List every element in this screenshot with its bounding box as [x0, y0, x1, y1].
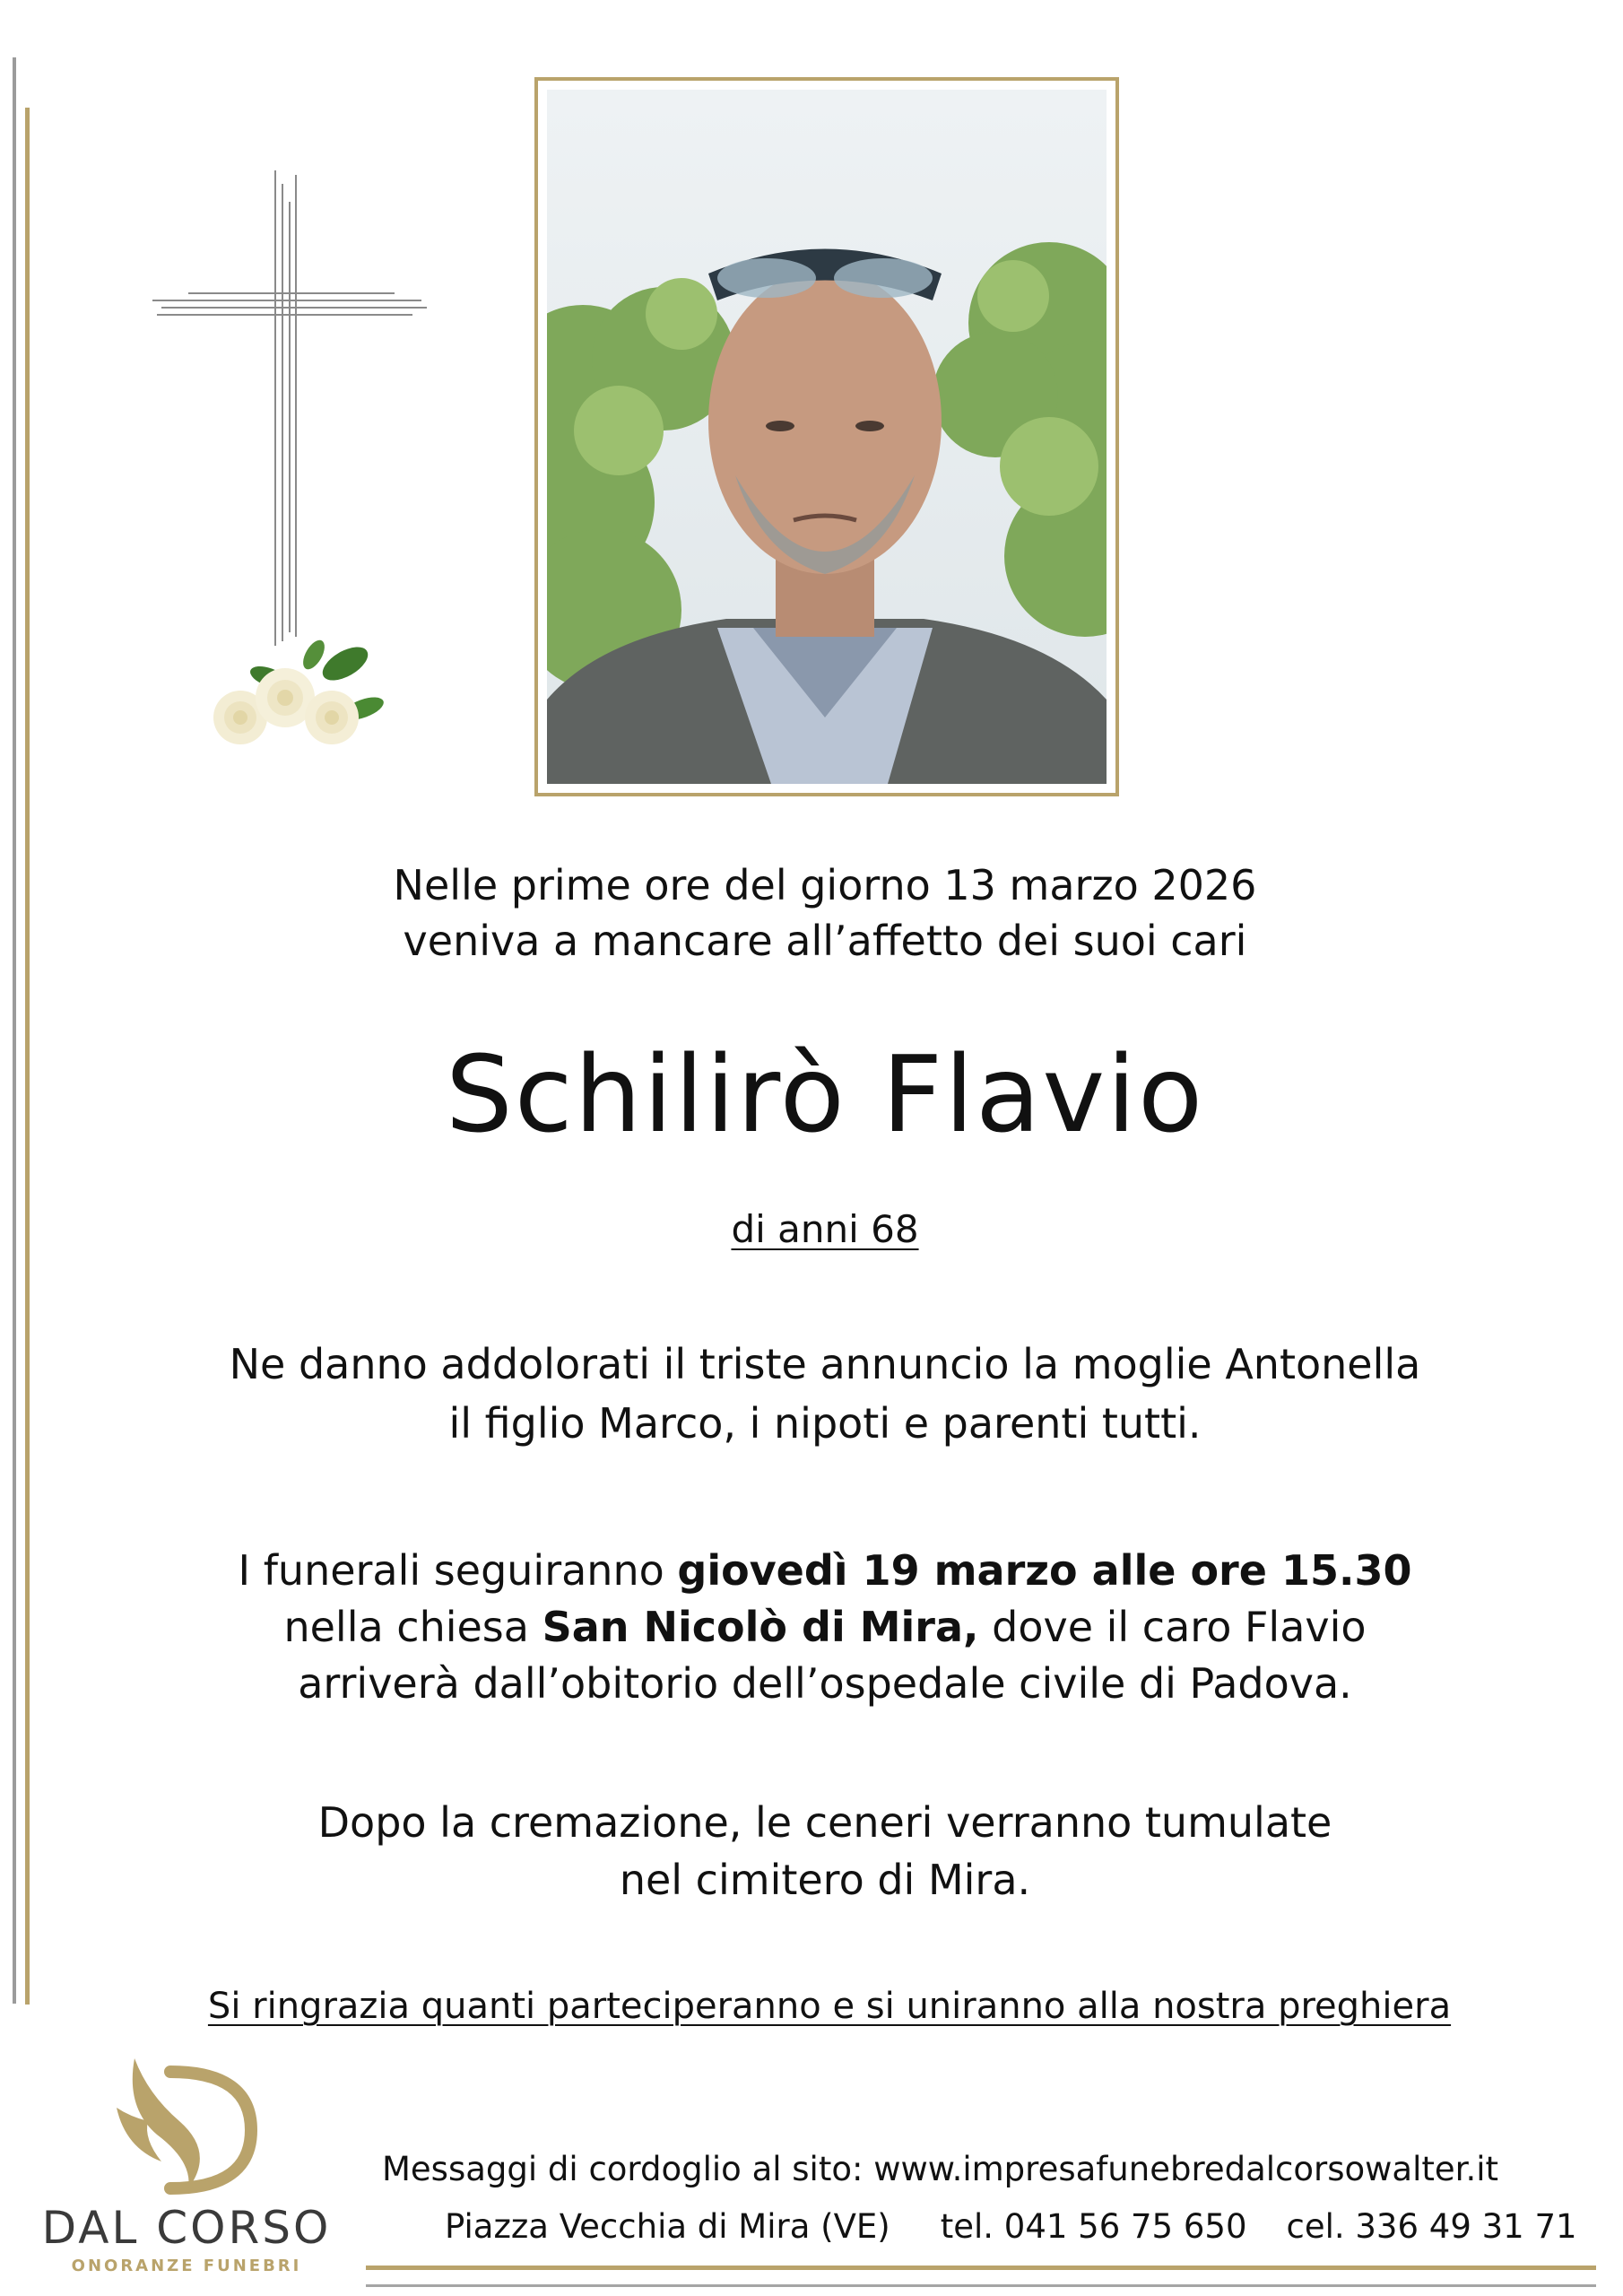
intro-line-2: veniva a mancare all’affetto dei suoi cari	[403, 917, 1247, 965]
announcement-line-2: il figlio Marco, i nipoti e parenti tutti.	[448, 1399, 1202, 1448]
mobile-phone: cel. 336 49 31 71	[1286, 2207, 1577, 2246]
logo-subtitle: ONORANZE FUNEBRI	[71, 2257, 302, 2275]
cremation-line-2: nel cimitero di Mira.	[619, 1856, 1031, 1904]
church-name: San Nicolò di Mira,	[542, 1603, 979, 1651]
funeral-line-1-text: I funerali seguiranno	[238, 1546, 678, 1595]
contact-details	[445, 2205, 1577, 2249]
dal-corso-logo-icon	[108, 2054, 269, 2196]
announcement-text	[0, 1335, 1623, 1453]
intro-line-1: Nelle prime ore del giorno 13 marzo 2026	[393, 861, 1257, 909]
funeral-line-2	[0, 1599, 1623, 1656]
logo-name: DAL CORSO	[41, 2202, 332, 2254]
funeral-line-2-tail: dove il caro Flavio	[978, 1603, 1367, 1651]
age-text: di anni 68	[731, 1207, 919, 1251]
condolences-website: Messaggi di cordoglio al sito: www.impresafunebredalcorsowalter.it	[382, 2150, 1499, 2188]
deceased-name: Schilirò Flavio	[445, 1032, 1205, 1156]
age-line	[0, 1205, 1623, 1255]
funeral-line-3: arriverà dall’obitorio dell’ospedale civile di Padova.	[298, 1659, 1352, 1708]
bottom-gold-line	[366, 2266, 1596, 2270]
cremation-line-1: Dopo la cremazione, le ceneri verranno tumulate	[317, 1798, 1332, 1847]
cremation-text	[0, 1794, 1623, 1909]
thanks-text: Si ringrazia quanti parteciperanno e si uniranno alla nostra preghiera	[207, 1986, 1452, 2027]
portrait-photo	[547, 90, 1107, 784]
funeral-details	[0, 1543, 1623, 1712]
announcement-line-1: Ne danno addolorati il triste annuncio la moglie Antonella	[229, 1340, 1421, 1388]
funeral-date-time: giovedì 19 marzo alle ore 15.30	[677, 1546, 1412, 1595]
funeral-line-1	[0, 1543, 1623, 1599]
cross-icon	[152, 166, 427, 650]
funeral-line-2-text: nella chiesa	[283, 1603, 542, 1651]
intro-text	[0, 857, 1623, 969]
thanks-line	[0, 1982, 1623, 2031]
white-roses-icon	[206, 628, 386, 762]
portrait-photo-frame	[534, 77, 1119, 796]
address: Piazza Vecchia di Mira (VE)	[445, 2207, 890, 2246]
bottom-gray-line	[366, 2284, 1596, 2287]
telephone: tel. 041 56 75 650	[940, 2207, 1247, 2246]
